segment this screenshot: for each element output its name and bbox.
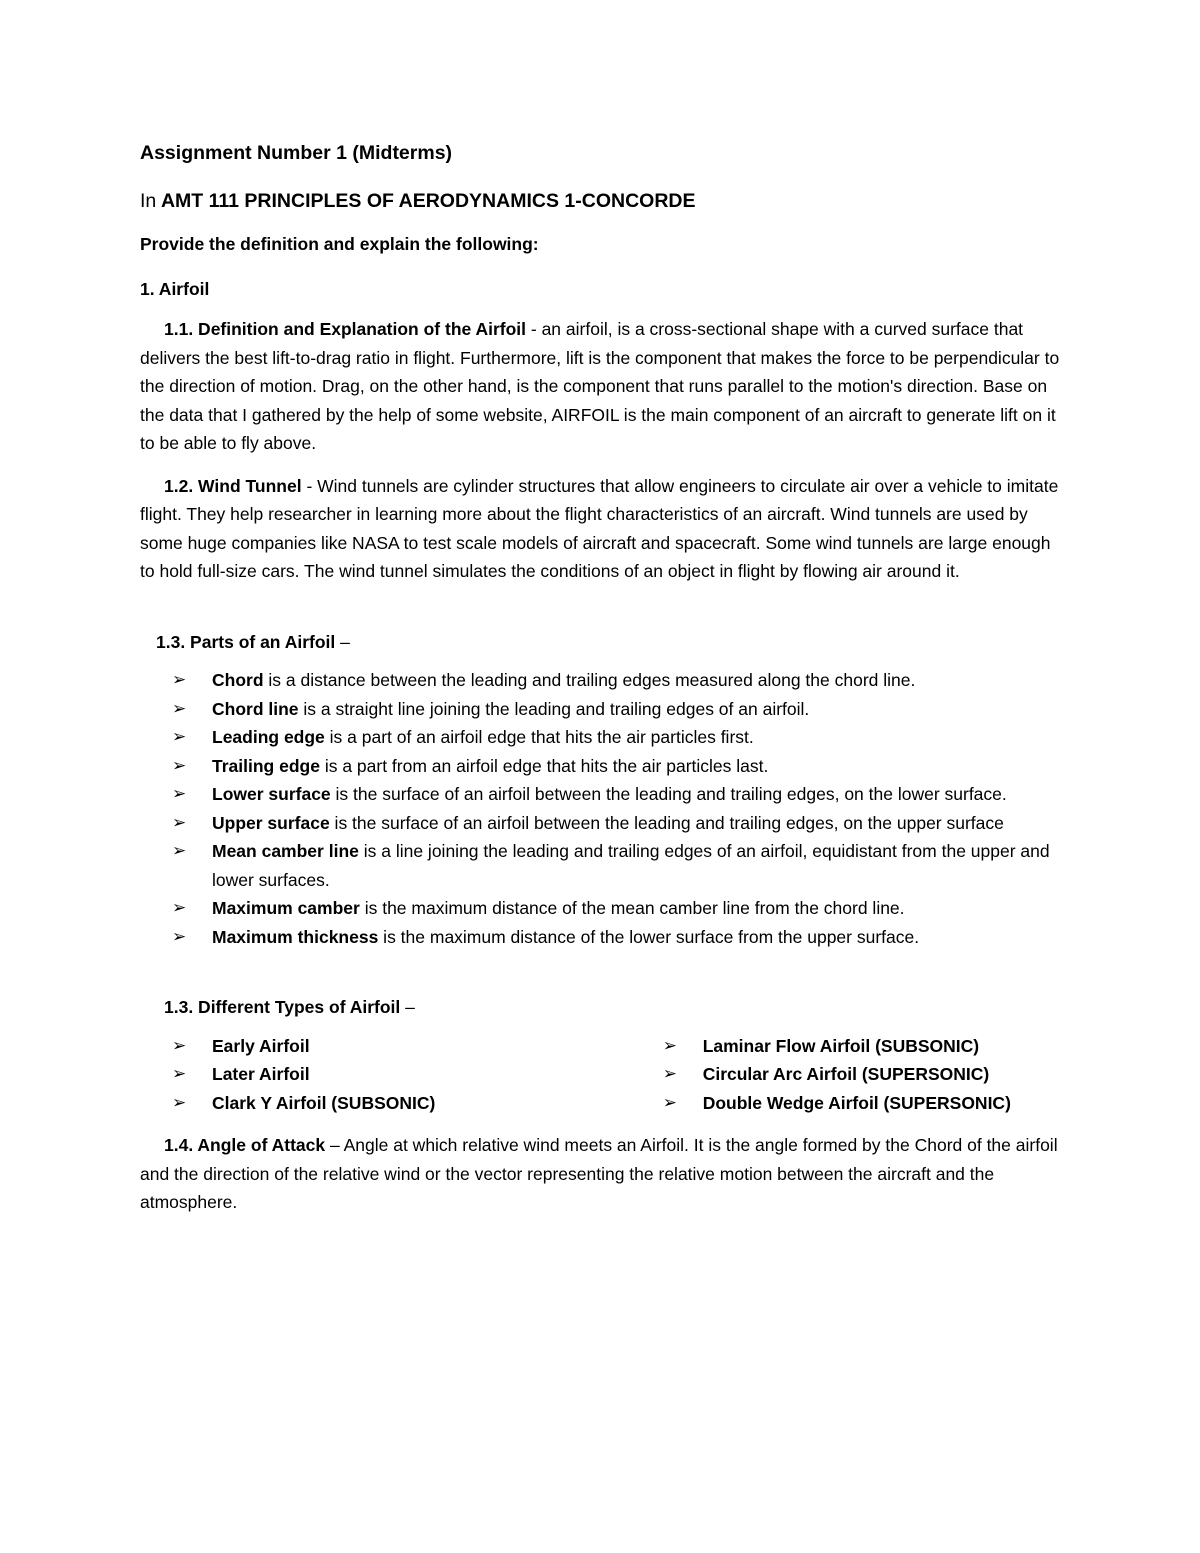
list-item bbox=[172, 752, 1060, 781]
airfoil-types-right-column bbox=[663, 1032, 1060, 1118]
part-text: is a distance between the leading and trailing edges measured along the chord line. bbox=[263, 670, 916, 690]
part-text: is a part of an airfoil edge that hits the air particles first. bbox=[324, 727, 754, 747]
part-term: Mean camber line bbox=[212, 841, 359, 861]
list-item bbox=[172, 923, 1060, 952]
part-text: is a part from an airfoil edge that hits the air particles last. bbox=[319, 755, 769, 776]
airfoil-types-columns bbox=[140, 1032, 1060, 1118]
list-item bbox=[172, 780, 1060, 809]
arrow-bullet-icon: ➢ bbox=[662, 1064, 677, 1083]
types-heading-dash: – bbox=[400, 997, 415, 1017]
part-text: is a line joining the leading and trailing edges of an airfoil, equidistant from the upper and lower surfaces. bbox=[212, 841, 1050, 890]
paragraph-wind-tunnel-text: - Wind tunnels are cylinder structures that allow engineers to circulate air over a vehicle to imitate flight. They help researcher in learning more about the flight characteristics of an aircraft. Wind tunnels are used by some huge companies like NASA to test scale models of aircraft and spacecraft. Some wind tunnels are large enough to hold full-size cars. The wind tunnel simulates the conditions of an object in flight by flowing air around it. bbox=[140, 475, 1059, 581]
list-item bbox=[172, 1060, 663, 1089]
list-item bbox=[663, 1032, 1060, 1061]
parts-list bbox=[140, 666, 1060, 951]
part-text: is the maximum distance of the lower surface from the upper surface. bbox=[378, 926, 920, 947]
assignment-title-text: Assignment Number 1 (Midterms) bbox=[140, 142, 453, 164]
airfoil-type-label: Laminar Flow Airfoil (SUBSONIC) bbox=[702, 1035, 980, 1056]
part-term: Lower surface bbox=[212, 784, 331, 804]
airfoil-type-label: Clark Y Airfoil (SUBSONIC) bbox=[212, 1092, 436, 1113]
arrow-bullet-icon: ➢ bbox=[172, 1092, 187, 1112]
list-item bbox=[663, 1060, 1060, 1089]
course-subtitle-text: AMT 111 PRINCIPLES OF AERODYNAMICS 1-CONCORDE bbox=[160, 190, 696, 212]
list-item bbox=[172, 809, 1060, 838]
part-text: is a straight line joining the leading and trailing edges of an airfoil. bbox=[298, 698, 810, 719]
arrow-bullet-icon: ➢ bbox=[662, 1092, 677, 1112]
course-subtitle-prefix: In bbox=[140, 190, 157, 212]
arrow-bullet-icon: ➢ bbox=[172, 784, 187, 803]
instruction-text: Provide the definition and explain the following: bbox=[140, 234, 539, 254]
paragraph-wind-tunnel-term: 1.2. Wind Tunnel bbox=[164, 475, 302, 496]
part-text: is the maximum distance of the mean camber line from the chord line. bbox=[359, 898, 905, 918]
paragraph-angle-of-attack-term: 1.4. Angle of Attack bbox=[164, 1135, 326, 1155]
part-term: Maximum camber bbox=[212, 898, 360, 918]
part-term: Leading edge bbox=[212, 727, 325, 747]
arrow-bullet-icon: ➢ bbox=[172, 1064, 187, 1083]
list-item bbox=[172, 666, 1060, 695]
paragraph-airfoil-definition bbox=[140, 315, 1060, 458]
airfoil-type-label: Circular Arc Airfoil (SUPERSONIC) bbox=[702, 1064, 990, 1084]
types-heading-text: 1.3. Different Types of Airfoil bbox=[164, 997, 401, 1017]
arrow-bullet-icon: ➢ bbox=[172, 698, 187, 718]
list-item bbox=[172, 894, 1060, 923]
part-text: is the surface of an airfoil between the leading and trailing edges, on the lower surface. bbox=[330, 784, 1007, 804]
part-term: Chord bbox=[212, 670, 264, 690]
arrow-bullet-icon: ➢ bbox=[172, 727, 187, 746]
part-term: Maximum thickness bbox=[212, 926, 379, 947]
arrow-bullet-icon: ➢ bbox=[172, 670, 187, 689]
parts-heading-dash: – bbox=[335, 631, 350, 652]
document-page bbox=[140, 138, 1060, 1231]
list-item bbox=[172, 695, 1060, 724]
arrow-bullet-icon: ➢ bbox=[172, 926, 187, 946]
airfoil-types-heading bbox=[164, 993, 1060, 1022]
airfoil-types-left-column bbox=[172, 1032, 663, 1118]
arrow-bullet-icon: ➢ bbox=[172, 1035, 187, 1055]
paragraph-airfoil-definition-term: 1.1. Definition and Explanation of the Airfoil bbox=[164, 319, 527, 339]
list-item bbox=[663, 1089, 1060, 1118]
list-item bbox=[172, 1032, 663, 1061]
paragraph-airfoil-definition-text: - an airfoil, is a cross-sectional shape with a curved surface that delivers the best lift-to-drag ratio in flight. Furthermore, lift is the component that makes the force to be perpendicular to the direction of motion. Drag, on the other hand, is the component that runs parallel to the motion's direction. Base on the data that I gathered by the help of some website, AIRFOIL is the main component of an aircraft to generate lift on it to be able to fly above. bbox=[140, 319, 1060, 453]
arrow-bullet-icon: ➢ bbox=[172, 898, 187, 917]
airfoil-type-label: Double Wedge Airfoil (SUPERSONIC) bbox=[702, 1092, 1011, 1113]
list-item bbox=[172, 837, 1060, 894]
part-term: Upper surface bbox=[212, 812, 330, 833]
parts-of-airfoil-heading bbox=[156, 628, 1060, 657]
arrow-bullet-icon: ➢ bbox=[172, 841, 187, 860]
airfoil-types-left-list bbox=[172, 1032, 663, 1118]
arrow-bullet-icon: ➢ bbox=[172, 755, 187, 775]
section-airfoil-heading: 1. Airfoil bbox=[140, 278, 210, 299]
list-item bbox=[172, 723, 1060, 752]
parts-heading-text: 1.3. Parts of an Airfoil bbox=[156, 631, 336, 652]
course-subtitle bbox=[140, 186, 1060, 216]
paragraph-wind-tunnel bbox=[140, 472, 1060, 586]
assignment-title bbox=[140, 138, 1060, 168]
airfoil-types-right-list bbox=[663, 1032, 1060, 1118]
airfoil-type-label: Early Airfoil bbox=[212, 1035, 310, 1056]
arrow-bullet-icon: ➢ bbox=[662, 1035, 677, 1055]
list-item bbox=[172, 1089, 663, 1118]
part-term: Chord line bbox=[212, 698, 299, 719]
airfoil-type-label: Later Airfoil bbox=[212, 1064, 310, 1084]
part-text: is the surface of an airfoil between the leading and trailing edges, on the upper surface bbox=[329, 812, 1004, 833]
part-term: Trailing edge bbox=[212, 755, 320, 776]
paragraph-angle-of-attack bbox=[140, 1131, 1060, 1217]
paragraph-angle-of-attack-text: – Angle at which relative wind meets an Airfoil. It is the angle formed by the Chord of the airfoil and the direction of the relative wind or the vector representing the relative motion between the aircraft and the atmosphere. bbox=[140, 1135, 1058, 1212]
arrow-bullet-icon: ➢ bbox=[172, 812, 187, 832]
